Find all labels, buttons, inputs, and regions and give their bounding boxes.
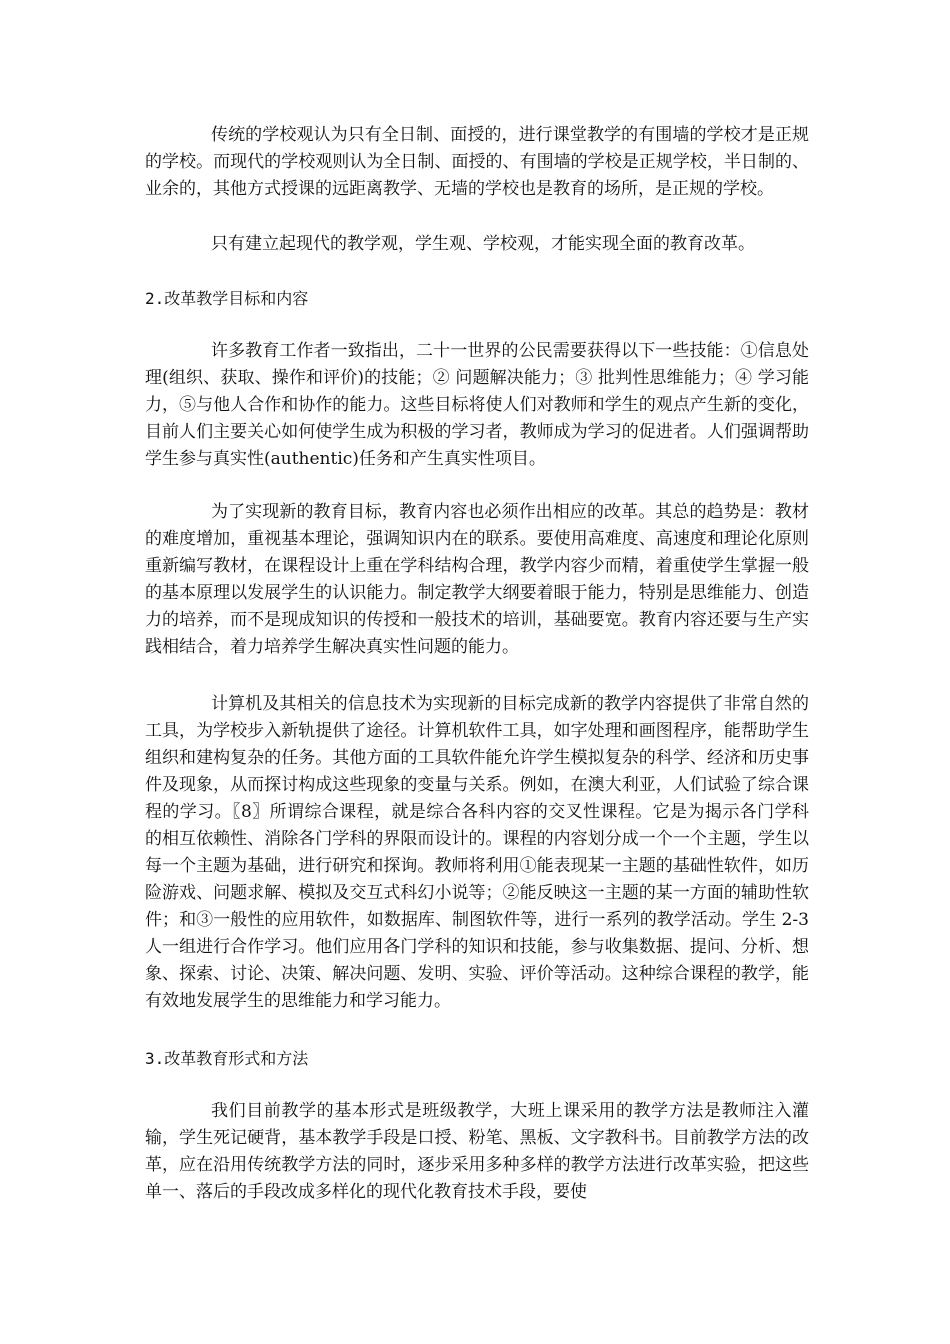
section-heading-3: 3.改革教育形式和方法 bbox=[145, 1049, 309, 1068]
paragraph-traditional-school-view: 传统的学校观认为只有全日制、面授的，进行课堂教学的有围墙的学校才是正规的学校。而现代的学校观则认为全日制、面授的、有围墙的学校是正规学校，半日制的、业余的，其他方式授课的远距离教学、无墙的学校也是教育的场所，是正规的学校。 bbox=[145, 125, 809, 199]
paragraph-teaching-forms-methods: 我们目前教学的基本形式是班级教学，大班上课采用的教学方法是教师注入灌输，学生死记硬背，基本教学手段是口授、粉笔、黑板、文字教科书。目前教学方法的改革，应在沿用传统教学方法的同时，逐步采用多种多样的教学方法进行改革实验，把这些单一、落后的手段改成多样化的现代化教育技术手段，要使 bbox=[145, 1101, 809, 1202]
section-heading-2: 2.改革教学目标和内容 bbox=[145, 289, 309, 308]
document-page bbox=[145, 122, 809, 1234]
paragraph-education-content-reform: 为了实现新的教育目标，教育内容也必须作出相应的改革。其总的趋势是：教材的难度增加，重视基本理论，强调知识内在的联系。要使用高难度、高速度和理论化原则重新编写教材，在课程设计上重在学科结构合理，教学内容少而精，着重使学生掌握一般的基本原理以发展学生的认识能力。制定教学大纲要着眼于能力，特别是思维能力、创造力的培养，而不是现成知识的传授和一般技术的培训，基础要宽。教育内容还要与生产实践相结合，着力培养学生解决真实性问题的能力。 bbox=[145, 502, 809, 657]
paragraph-21st-century-skills: 许多教育工作者一致指出，二十一世界的公民需要获得以下一些技能：①信息处理(组织、获取、操作和评价)的技能；② 问题解决能力；③ 批判性思维能力；④ 学习能力，⑤与他人合作和协作的能力。这些目标将使人们对教师和学生的观点产生新的变化，目前人们主要关心如何使学生成为积极的学习者，教师成为学习的促进者。人们强调帮助学生参与真实性(authentic)任务和产生真实性项目。 bbox=[145, 341, 809, 469]
paragraph-modern-views-conclusion: 只有建立起现代的教学观，学生观、学校观，才能实现全面的教育改革。 bbox=[211, 234, 755, 254]
paragraph-computer-it-tools: 计算机及其相关的信息技术为实现新的目标完成新的教学内容提供了非常自然的工具，为学校步入新轨提供了途径。计算机软件工具，如字处理和画图程序，能帮助学生组织和建构复杂的任务。其他方面的工具软件能允许学生模拟复杂的科学、经济和历史事件及现象，从而探讨构成这些现象的变量与关系。例如，在澳大利亚，人们试验了综合课程的学习。〖8〗所谓综合课程，就是综合各科内容的交叉性课程。它是为揭示各门学科的相互依赖性、消除各门学科的界限而设计的。课程的内容划分成一个一个主题，学生以每一个主题为基础，进行研究和探询。教师将利用①能表现某一主题的基础性软件，如历险游戏、问题求解、模拟及交互式科幻小说等；②能反映这一主题的某一方面的辅助性软件；和③一般性的应用软件，如数据库、制图软件等，进行一系列的教学活动。学生 2-3 人一组进行合作学习。他们应用各门学科的知识和技能，参与收集数据、提问、分析、想象、探索、讨论、决策、解决问题、发明、实验、评价等活动。这种综合课程的教学，能有效地发展学生的思维能力和学习能力。 bbox=[145, 694, 809, 1011]
